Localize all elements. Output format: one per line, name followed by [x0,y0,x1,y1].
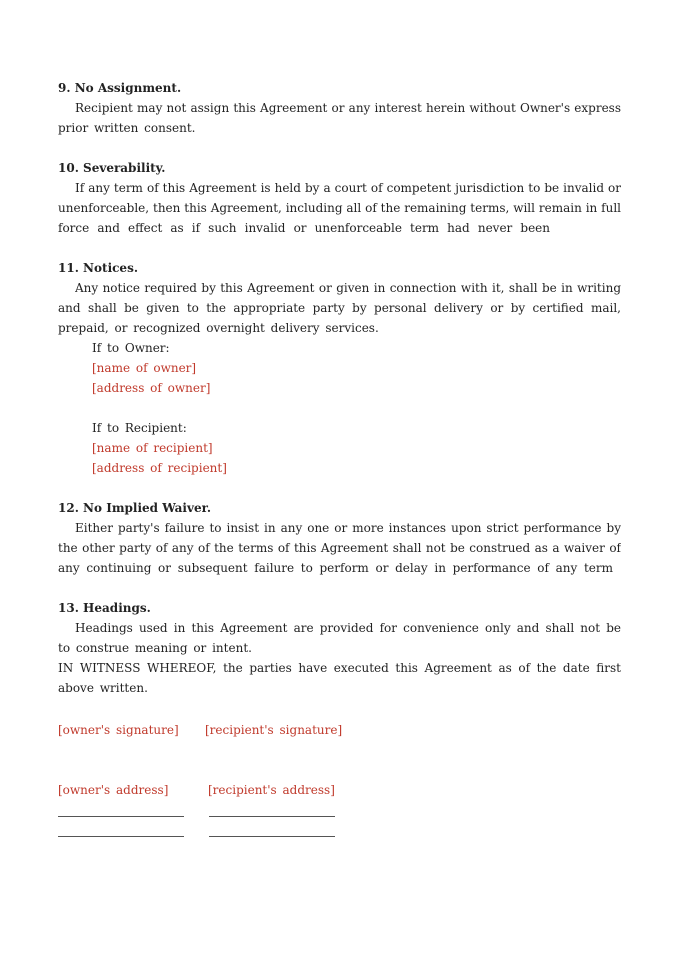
paragraph-line: and shall be given to the appropriate party by personal delivery or by certified mail, [58,301,621,315]
owner-label: If to Owner: [92,341,170,355]
paragraph-line: If any term of this Agreement is held by a court of competent jurisdiction to be invalid or [75,181,621,195]
section-heading: 11. Notices. [58,261,139,275]
paragraph-line: unenforceable, then this Agreement, including all of the remaining terms, will remain in full [58,201,621,215]
paragraph-line: Headings used in this Agreement are provided for convenience only and shall not be [75,621,621,635]
paragraph-line: Any notice required by this Agreement or given in connection with it, shall be in writing [75,281,621,295]
recipient-signature-line [209,816,335,817]
paragraph-line: above written. [58,681,148,695]
owner-name-placeholder: [name of owner] [92,361,197,375]
owner-signature-line [58,816,184,817]
section-heading: 9. No Assignment. [58,81,182,95]
paragraph-line: the other party of any of the terms of this Agreement shall not be construed as a waiver of [58,541,621,555]
recipient-label: If to Recipient: [92,421,187,435]
recipient-address-placeholder: [address of recipient] [92,461,227,475]
paragraph-line: prepaid, or recognized overnight delivery services. [58,321,379,335]
paragraph-line: IN WITNESS WHEREOF, the parties have executed this Agreement as of the date first [58,661,621,675]
owner-address-signature-placeholder: [owner's address] [58,783,169,797]
owner-address-placeholder: [address of owner] [92,381,211,395]
recipient-signature-line [209,836,335,837]
recipient-signature-placeholder: [recipient's signature] [205,723,343,737]
section-heading: 10. Severability. [58,161,166,175]
owner-signature-placeholder: [owner's signature] [58,723,179,737]
paragraph-line: prior written consent. [58,121,196,135]
paragraph-line: to construe meaning or intent. [58,641,252,655]
section-heading: 13. Headings. [58,601,151,615]
recipient-name-placeholder: [name of recipient] [92,441,213,455]
paragraph-line: Either party's failure to insist in any one or more instances upon strict performance by [75,521,621,535]
recipient-address-signature-placeholder: [recipient's address] [208,783,335,797]
paragraph-line: Recipient may not assign this Agreement or any interest herein without Owner's express [75,101,621,115]
paragraph-line: force and effect as if such invalid or unenforceable term had never been [58,221,550,235]
paragraph-line: any continuing or subsequent failure to perform or delay in performance of any term [58,561,613,575]
owner-signature-line [58,836,184,837]
section-heading: 12. No Implied Waiver. [58,501,211,515]
